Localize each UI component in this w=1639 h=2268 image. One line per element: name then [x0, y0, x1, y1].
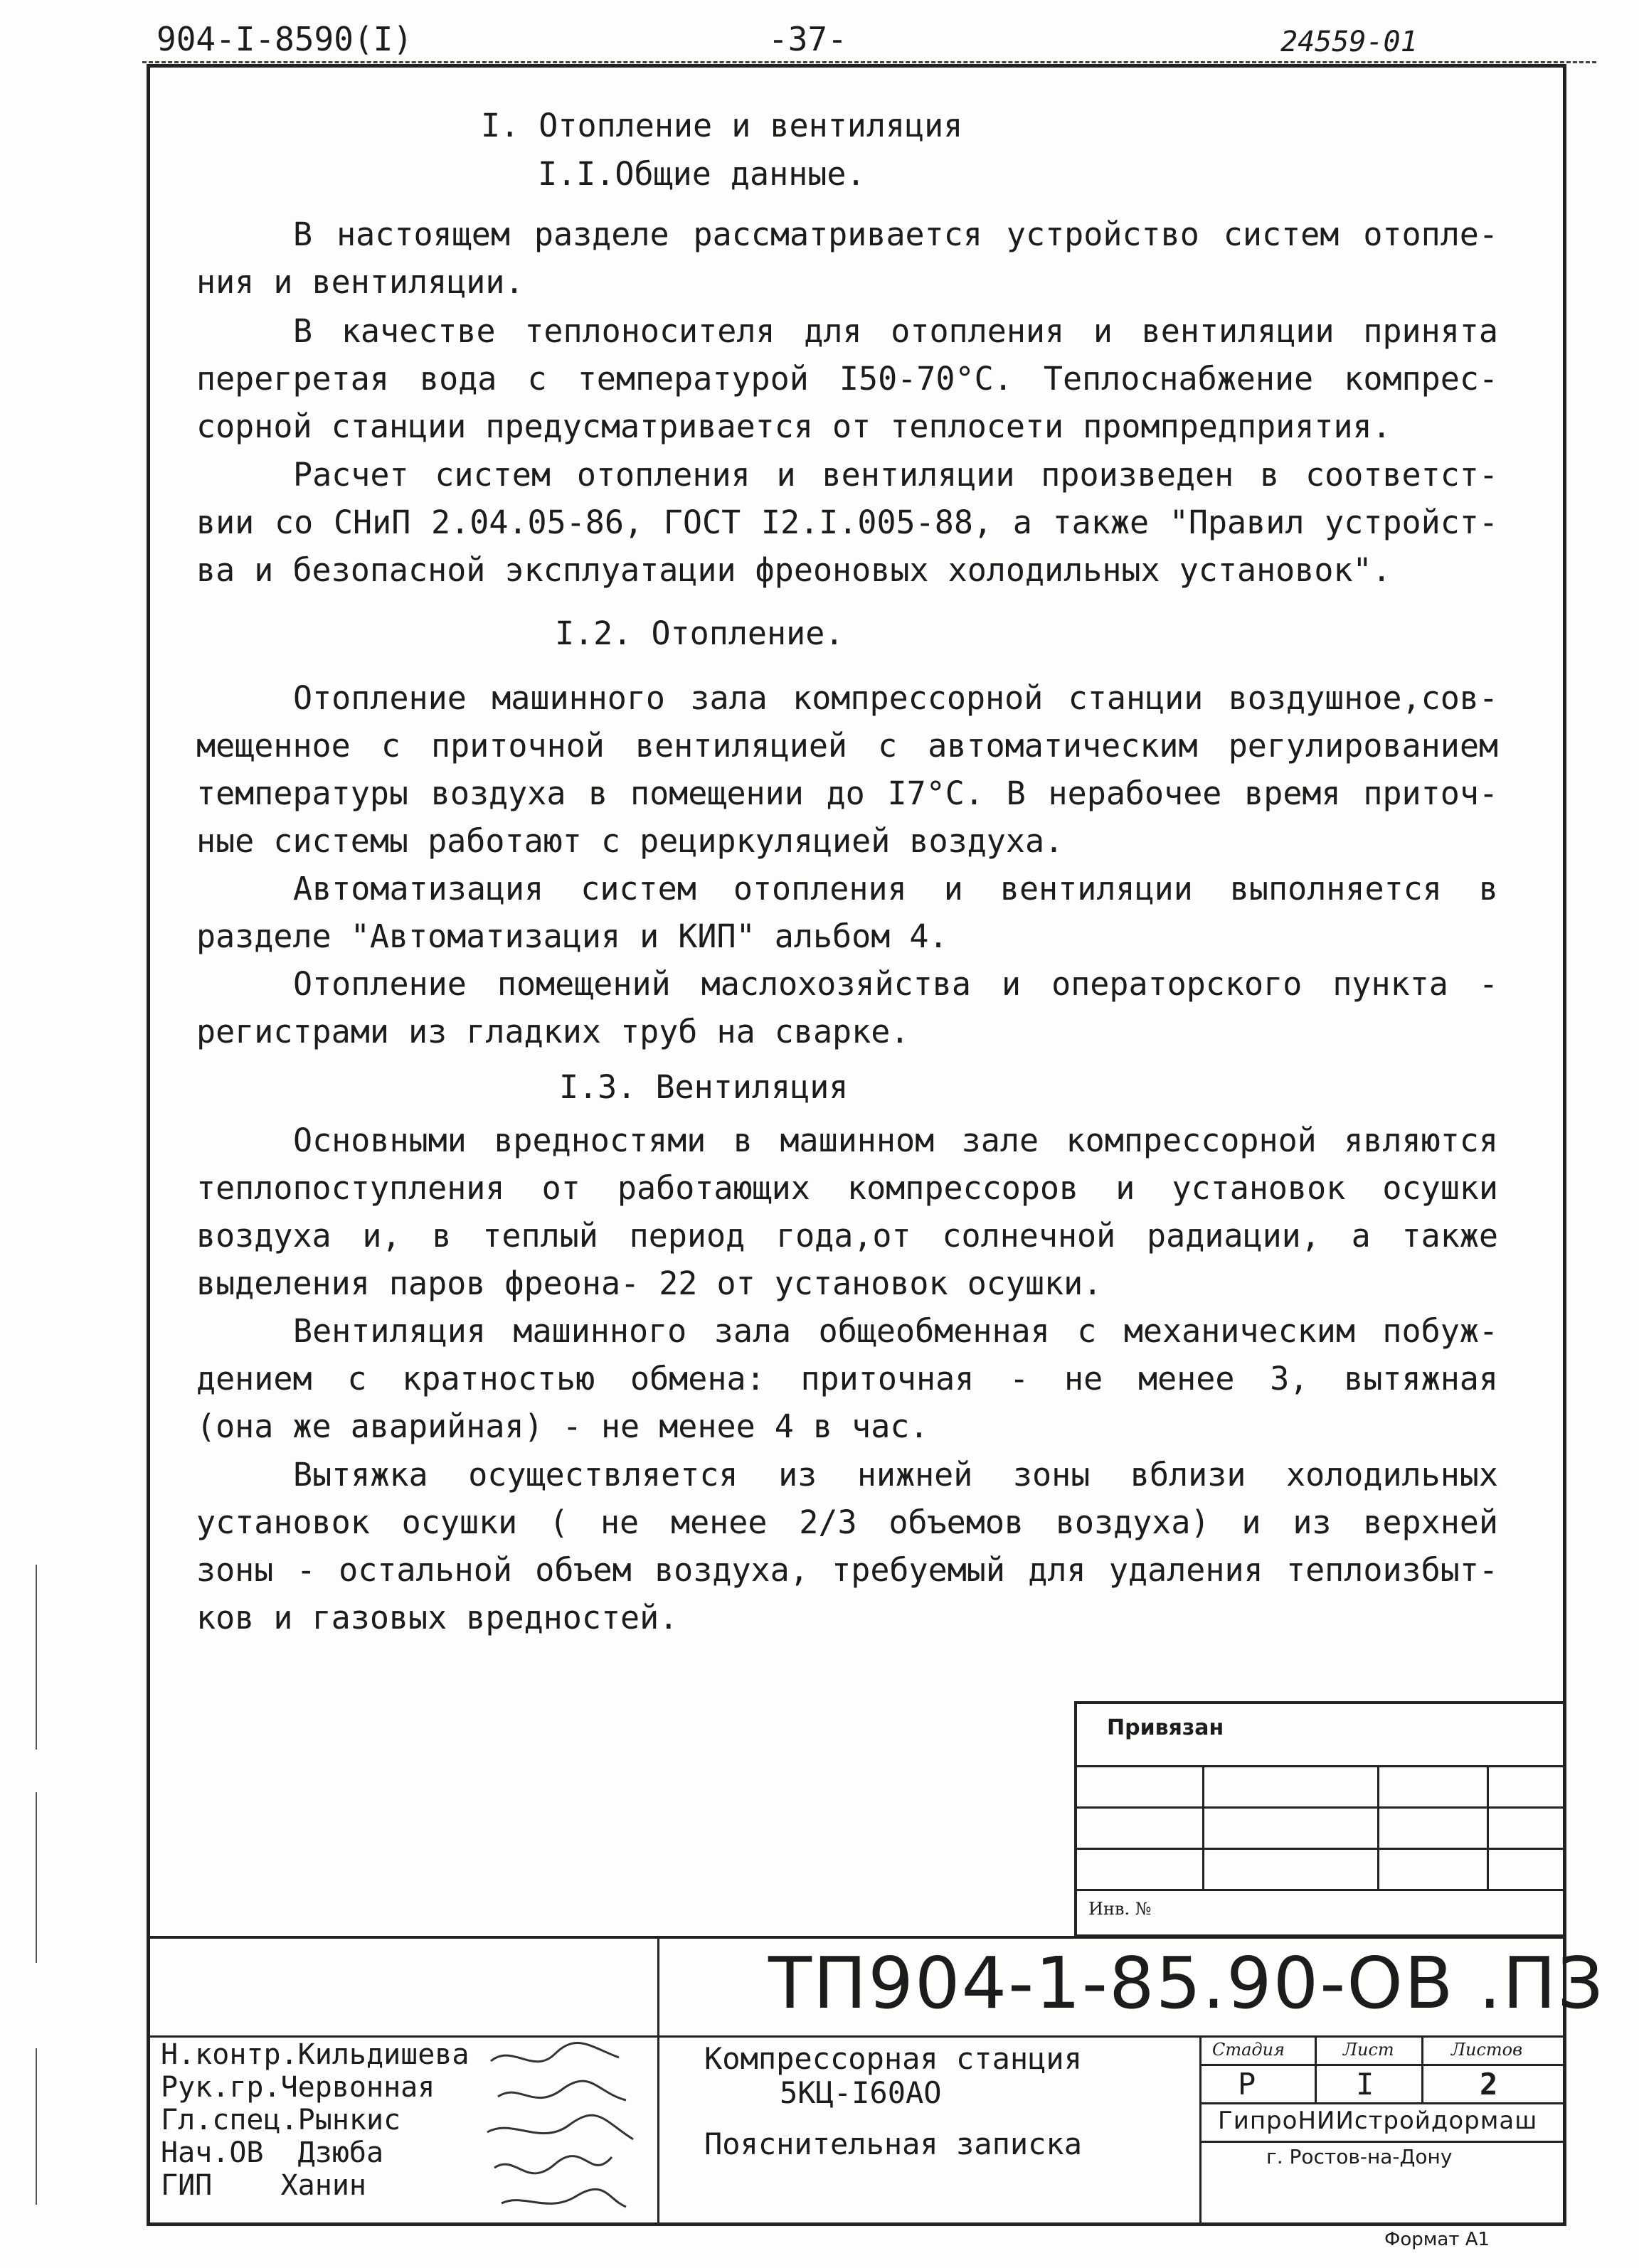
signature-row	[161, 2104, 469, 2136]
title-block-divider	[657, 2035, 1566, 2038]
signature-name: Червонная	[280, 2071, 435, 2104]
signature-name: Дзюба	[297, 2136, 384, 2169]
signature-row	[161, 2169, 469, 2202]
paragraph-automation	[196, 865, 1498, 960]
text-line: температуры воздуха в помещении до I7°С. В нерабочее время приточ-	[196, 774, 1498, 812]
text-line: разделе "Автоматизация и КИП" альбом 4.	[196, 917, 948, 955]
binding-col-line	[1377, 1765, 1379, 1889]
page-number: -37-	[768, 20, 847, 58]
text-line: выделения паров фреона- 22 от установок осушки.	[196, 1265, 1103, 1302]
text-line: теплопоступления от работающих компрессоров и установок осушки	[196, 1169, 1498, 1207]
binding-row-line	[1074, 1765, 1566, 1767]
text-line: ков и газовых вредностей.	[196, 1599, 679, 1636]
series-number: 904-I-8590(I)	[157, 20, 413, 58]
side-stamp-replace	[36, 1565, 65, 1750]
paragraph-heat-carrier	[196, 307, 1498, 450]
paragraph-air-exchange	[196, 1307, 1498, 1450]
text-line: воздуха и, в теплый период года,от солнечной радиации, а также	[196, 1217, 1498, 1255]
signature-name: Рынкис	[297, 2104, 401, 2136]
text-line: Вытяжка осуществляется из нижней зоны вблизи холодильных	[293, 1456, 1498, 1494]
binding-label: Привязан	[1107, 1715, 1224, 1740]
document-number: 24559-01	[1280, 26, 1418, 58]
stage-value: Р	[1238, 2067, 1256, 2102]
section-heading: I. Отопление и вентиляция	[481, 107, 963, 144]
text-line: регистрами из гладких труб на сварке.	[196, 1013, 910, 1050]
side-stamp-original	[36, 2048, 65, 2205]
header-rule	[142, 61, 1596, 63]
title-block-divider	[1199, 2102, 1566, 2104]
title-block-divider	[1421, 2035, 1423, 2102]
signature-row	[161, 2071, 469, 2104]
subsection-heading-general: I.I.Общие данные.	[538, 155, 866, 193]
subsection-heading-heating: I.2. Отопление.	[555, 614, 844, 652]
sheet-format: Формат А1	[1384, 2229, 1490, 2250]
sheets-label: Листов	[1451, 2040, 1523, 2060]
signature-name: Кильдишева	[297, 2038, 470, 2071]
paragraph-hazards	[196, 1117, 1498, 1307]
sheet-value: I	[1356, 2067, 1374, 2102]
document-type: Пояснительная записка	[704, 2126, 1083, 2161]
text-line: вии со СНиП 2.04.05-86, ГОСТ I2.I.005-88, а также "Правил устройст-	[196, 504, 1498, 541]
paragraph-exhaust	[196, 1451, 1498, 1641]
subsection-heading-ventilation: I.3. Вентиляция	[559, 1068, 849, 1106]
text-line: зоны - остальной объем воздуха, требуемый для удаления теплоизбыт-	[196, 1551, 1498, 1589]
title-block-divider	[1315, 2035, 1317, 2102]
text-line: ные системы работают с рециркуляцией воздуха.	[196, 822, 1064, 860]
text-line: установок осушки ( не менее 2/3 объемов воздуха) и из верхней	[196, 1503, 1498, 1541]
stage-label: Стадия	[1212, 2040, 1285, 2060]
sheet-label: Лист	[1343, 2040, 1394, 2060]
signature-name: Ханин	[280, 2169, 366, 2202]
title-block-divider	[1199, 2064, 1566, 2066]
organization-name: ГипроНИИстройдормаш	[1218, 2107, 1538, 2135]
text-line: Расчет систем отопления и вентиляции произведен в соответст-	[293, 456, 1498, 494]
signature-role: ГИП	[161, 2169, 213, 2202]
signature-row	[161, 2136, 469, 2169]
text-line: В качестве теплоносителя для отопления и вентиляции принята	[293, 312, 1498, 350]
text-line: Вентиляция машинного зала общеобменная с механическим побуж-	[293, 1312, 1498, 1350]
signature-role: Рук.гр.	[161, 2071, 281, 2104]
title-block-divider	[657, 1936, 659, 2226]
signature-role: Нач.ОВ	[161, 2136, 264, 2169]
text-line: В настоящем разделе рассматривается устройство систем отопле-	[293, 215, 1498, 253]
paragraph-heating	[196, 674, 1498, 865]
binding-col-line	[1487, 1765, 1489, 1889]
binding-col-line	[1202, 1765, 1204, 1889]
paragraph-oil-house	[196, 960, 1498, 1055]
signature-roles	[161, 2038, 469, 2202]
title-block-divider	[1199, 2141, 1566, 2143]
text-line: Отопление машинного зала компрессорной станции воздушное,сов-	[293, 679, 1498, 717]
object-name-line2: 5КЦ-I60АО	[780, 2075, 942, 2110]
signature-area-rule	[147, 2035, 657, 2038]
text-line: сорной станции предусматривается от теплосети промпредприятия.	[196, 408, 1391, 445]
text-line: Автоматизация систем отопления и вентиляции выполняется в	[293, 870, 1498, 907]
document-code: ТП904-1-85.90-ОВ .ПЗ	[768, 1942, 1605, 2025]
signature-role: Гл.спец.	[161, 2104, 298, 2136]
side-stamp-sign	[36, 1792, 65, 1963]
handwritten-signatures	[484, 2040, 647, 2218]
signature-role: Н.контр.	[161, 2038, 298, 2071]
binding-row-line	[1074, 1806, 1566, 1809]
binding-row-line	[1074, 1889, 1566, 1891]
text-line: дением с кратностью обмена: приточная - не менее 3, вытяжная	[196, 1360, 1498, 1397]
signature-row	[161, 2038, 469, 2071]
paragraph-calculation	[196, 451, 1498, 594]
text-line: ния и вентиляции.	[196, 263, 524, 301]
sheets-value: 2	[1480, 2067, 1498, 2102]
text-line: перегретая вода с температурой I50-70°С. Теплоснабжение компрес-	[196, 360, 1498, 398]
text-line: (она же аварийная) - не менее 4 в час.	[196, 1407, 929, 1445]
binding-row-line	[1074, 1848, 1566, 1850]
binding-inv-label: Инв. №	[1088, 1899, 1152, 1919]
paragraph-scope	[196, 211, 1498, 306]
text-line: Отопление помещений маслохозяйства и операторского пункта -	[293, 965, 1498, 1003]
text-line: ва и безопасной эксплуатации фреоновых холодильных установок".	[196, 551, 1391, 589]
text-line: мещенное с приточной вентиляцией с автоматическим регулированием	[196, 727, 1498, 765]
organization-city: г. Ростов-на-Дону	[1266, 2145, 1453, 2168]
text-line: Основными вредностями в машинном зале компрессорной являются	[293, 1122, 1498, 1159]
object-name-line1: Компрессорная станция	[704, 2041, 1083, 2076]
